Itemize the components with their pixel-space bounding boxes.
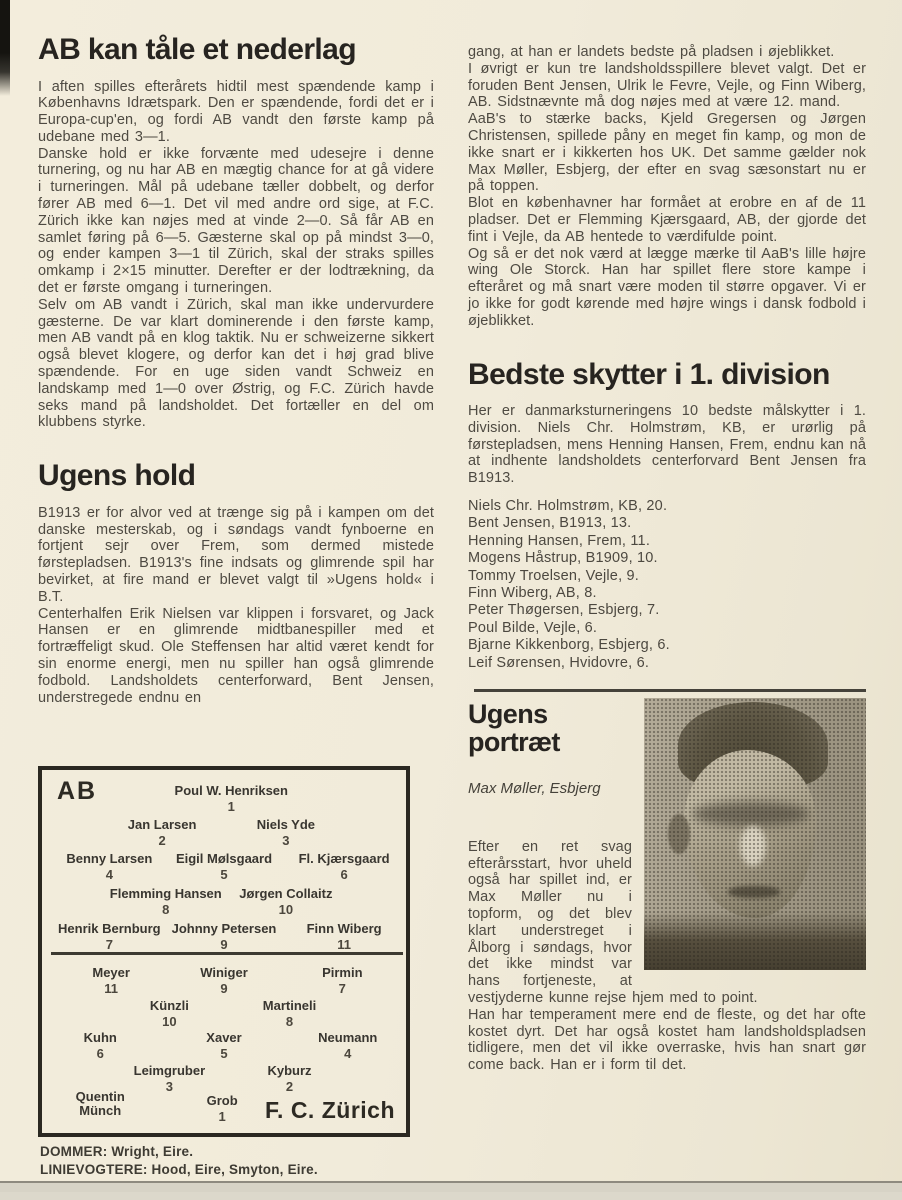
player-number: 1 xyxy=(227,798,235,814)
player-number: 6 xyxy=(340,867,348,883)
player-number: 1 xyxy=(218,1108,226,1124)
player-number: 7 xyxy=(105,936,113,952)
lineup-player xyxy=(110,887,222,916)
player-number: 3 xyxy=(282,832,290,848)
player-number: 5 xyxy=(220,1046,228,1062)
lineup-player xyxy=(58,922,161,951)
scorer-line: Poul Bilde, Vejle, 6. xyxy=(468,619,598,636)
article2-paragraph: B1913 er for alvor ved at trænge sig på i kampen om det danske mesterskab, og i søndags vandt fynboerne en fortjent sejr over Frem, som dermed mistede førstepladsen. B1913's fine indsats og glimrende spil har bevirket, at fire mand er blevet valgt til »Ugens hold« i B.T. xyxy=(38,504,434,605)
scorer-line: Tommy Troelsen, Vejle, 9. xyxy=(468,567,640,584)
continuation-paragraph: gang, at han er landets bedste på pladsen i øjeblikket. xyxy=(468,44,835,60)
player-number: 2 xyxy=(158,832,166,848)
lineup-player xyxy=(175,784,288,813)
scorer-line: Finn Wiberg, AB, 8. xyxy=(468,585,597,602)
player-number: 7 xyxy=(338,980,346,996)
lineup-player xyxy=(207,1094,238,1123)
lineup-player xyxy=(263,999,316,1028)
player-number: 4 xyxy=(344,1046,352,1062)
player-number: 4 xyxy=(105,867,113,883)
right-column xyxy=(468,44,866,1074)
player-name: Finn Wiberg xyxy=(306,920,382,936)
scorer-line: Henning Hansen, Frem, 11. xyxy=(468,532,651,549)
lineup-player xyxy=(150,999,189,1028)
away-team-label: F. C. Zürich xyxy=(265,1097,395,1123)
player-number: 11 xyxy=(337,936,351,952)
lineup-diagram-box xyxy=(38,766,410,1137)
lineup-player xyxy=(92,966,130,995)
player-number: 2 xyxy=(285,1078,294,1094)
home-team-label: AB xyxy=(57,777,98,805)
player-name: Neumann xyxy=(318,1030,378,1046)
left-column xyxy=(38,34,434,706)
player-name: Winiger xyxy=(200,964,248,980)
continuation-paragraph: AaB's to stærke backs, Kjeld Gregersen og Jørgen Christensen, spillede påny en meget fin kamp, og mon de ikke snart er i kikkerten hos UK. Det samme gælder nok Max Møller, Esbjerg, der efter en svag sæsonstart nu er på toppen. xyxy=(468,111,866,195)
article4-headline: Ugens portræt xyxy=(468,699,560,758)
section-divider-rule xyxy=(474,689,866,692)
article4-paragraph: Efter en ret svag efterårsstart, hvor uheld også har spillet ind, er Max Møller nu i topform, og det blev klart understreget i Ålborg i søndags, hvor det ikke mindst var hans fortjeneste, at vestjyderne kunne rejse hjem med to point. xyxy=(468,838,758,1006)
lineup-player xyxy=(322,966,362,995)
player-number: 5 xyxy=(220,867,228,883)
match-officials xyxy=(40,1143,318,1179)
player-name: Niels Yde xyxy=(256,816,316,832)
article1-paragraph: Selv om AB vandt i Zürich, skal man ikke undervurdere gæsterne. De var klart dominerende i den første kamp, men AB vandt på en klog taktik. Nu er schweizerne sikkert også blevet klogere, og derfor kan det i høj grad blive spændende. For en uge siden vandt Schweiz en landskamp med 1—0 over Østrig, og F.C. Zürich havde seks mand på landsholdet. Det fortæller en del om klubbens styrke. xyxy=(38,296,434,431)
player-number: 11 xyxy=(104,980,119,996)
lineup-player xyxy=(64,1090,136,1118)
article3-headline: Bedste skytter i 1. division xyxy=(468,357,830,391)
player-number: 8 xyxy=(162,902,170,918)
player-name: Poul W. Henriksen xyxy=(174,782,288,798)
continuation-paragraph: Blot en københavner har formået at erobre en af de 11 pladser. Det er Flemming Kjærsgaard, AB, der gjorde det fint i Vejle, da AB hentede to værdifulde point. xyxy=(468,195,866,245)
player-name: Jan Larsen xyxy=(127,816,197,832)
article4-paragraph: Han har temperament mere end de fleste, og det har ofte kostet dyrt. Det har også kostet ham landsholdspladsen tidligere, men det vil ikke overraske, hvis han snart gør come back. Han er i form til det. xyxy=(468,1006,866,1074)
player-name: Leimgruber xyxy=(133,1062,206,1078)
top-scorers-list xyxy=(468,498,866,672)
player-name: Benny Larsen xyxy=(66,851,153,867)
lineup-player xyxy=(134,1064,206,1093)
player-name: Kyburz xyxy=(267,1062,312,1078)
player-number: 10 xyxy=(278,902,294,918)
player-name: Grob xyxy=(206,1092,238,1108)
lineup-player xyxy=(257,818,315,847)
player-name: Fl. Kjærsgaard xyxy=(298,851,390,867)
player-number: 3 xyxy=(165,1078,174,1094)
lineup-player xyxy=(307,922,382,951)
scorers-intro: Her er danmarksturneringens 10 bedste målskytter i 1. division. Niels Chr. Holmstrøm, KB, er urørlig på førstepladsen, mens Henning Hansen, Frem, endnu kan nå at indhente landsholdets centerforvard Bent Jensen fra B1913. xyxy=(468,403,866,487)
photo-halftone-overlay xyxy=(644,698,866,970)
player-number: 9 xyxy=(220,936,228,952)
lineup-player xyxy=(267,1064,311,1093)
article2-headline: Ugens hold xyxy=(38,459,196,493)
lineup-player xyxy=(172,922,277,951)
player-name: Flemming Hansen xyxy=(109,886,222,902)
portrait-photo xyxy=(644,698,866,970)
player-name: Pirmin xyxy=(322,964,363,980)
continuation-paragraph: Og så er det nok værd at lægge mærke til AaB's lille højre wing Ole Storck. Han har spillet flere store kampe i efteråret og må snart være moden til større opgaver. Vi er jo ikke for godt kørende med højre wings i dansk fodbold i øjeblikket. xyxy=(468,245,866,329)
article2-paragraph: Centerhalfen Erik Nielsen var klippen i forsvaret, og Jack Hansen er en glimrende midtbanespiller med et fortræffeligt skud. Ole Steffensen har altid været kendt for sin enorme energi, men nu spiller han også glimrende fodbold. Landsholdets centerforward, Bent Jensen, understregede endnu en xyxy=(38,605,434,706)
portrait-byline: Max Møller, Esbjerg xyxy=(468,779,601,797)
referee-line: DOMMER: Wright, Eire. xyxy=(40,1144,194,1159)
player-name: Quentin Münch xyxy=(75,1089,125,1119)
portrait-section xyxy=(468,700,866,1074)
lineup-player xyxy=(206,1031,241,1060)
lineup-player xyxy=(128,818,197,847)
player-name: Johnny Petersen xyxy=(171,920,277,936)
player-number: 9 xyxy=(220,980,228,996)
player-name: Künzli xyxy=(149,997,189,1013)
player-name: Eigil Mølsgaard xyxy=(175,851,273,867)
scorer-line: Niels Chr. Holmstrøm, KB, 20. xyxy=(468,498,668,515)
player-number: 8 xyxy=(285,1013,294,1029)
player-number: 10 xyxy=(162,1013,177,1029)
lineup-player xyxy=(200,966,248,995)
article1-headline: AB kan tåle et nederlag xyxy=(38,33,356,66)
scorer-line: Peter Thøgersen, Esbjerg, 7. xyxy=(468,602,660,619)
player-name: Xaver xyxy=(206,1030,242,1046)
article1-paragraph: Danske hold er ikke forvænte med udesejre i denne turnering, og nu har AB en mægtig chance for at gå videre i turneringen. Mål på udebane tæller dobbelt, og derfor fører AB med 6—1. Det vil med andre ord sige, at F.C. Zürich ikke kan nøjes med at vinde 2—0. Så får AB en samlet føring på 6—5. Gæsterne skal op på mindst 3—0, og ender kampen 3—1 til Zürich, skal der straks spilles omkamp i 2×15 minutter. Derefter er der lodtrækning, da det er første omgang i turneringen. xyxy=(38,145,434,297)
article1-paragraph: I aften spilles efterårets hidtil mest spændende kamp i Københavns Idrætspark. Den er spændende, fordi det er i Europa-cup'en, og fordi AB vandt den første kamp på udebane med 3—1. xyxy=(38,78,434,145)
team-divider-line xyxy=(51,952,403,955)
player-name: Meyer xyxy=(92,964,130,980)
player-name: Kuhn xyxy=(83,1030,117,1046)
player-name: Henrik Bernburg xyxy=(58,920,161,936)
player-name: Martineli xyxy=(262,997,317,1013)
lineup-player xyxy=(299,852,390,881)
scorer-line: Bent Jensen, B1913, 13. xyxy=(468,515,632,532)
player-number: 6 xyxy=(96,1046,104,1062)
player-name: Jørgen Collaitz xyxy=(239,886,333,902)
lineup-player xyxy=(84,1031,117,1060)
scorer-line: Leif Sørensen, Hvidovre, 6. xyxy=(468,654,650,671)
paper-bottom-edge xyxy=(0,1181,902,1192)
scorer-line: Mogens Håstrup, B1909, 10. xyxy=(468,550,658,567)
lineup-player xyxy=(66,852,152,881)
lineup-player xyxy=(176,852,272,881)
binding-shadow xyxy=(0,0,10,96)
linesmen-line: LINIEVOGTERE: Hood, Eire, Smyton, Eire. xyxy=(40,1162,318,1177)
scorer-line: Bjarne Kikkenborg, Esbjerg, 6. xyxy=(468,637,670,654)
continuation-paragraph: I øvrigt er kun tre landsholdsspillere blevet valgt. Det er foruden Bent Jensen, Ulrik le Fevre, Vejle, og Finn Wiberg, AB. Sidstnævnte må dog nøjes med at være 12. mand. xyxy=(468,60,866,111)
lineup-player xyxy=(239,887,332,916)
lineup-player xyxy=(318,1031,377,1060)
